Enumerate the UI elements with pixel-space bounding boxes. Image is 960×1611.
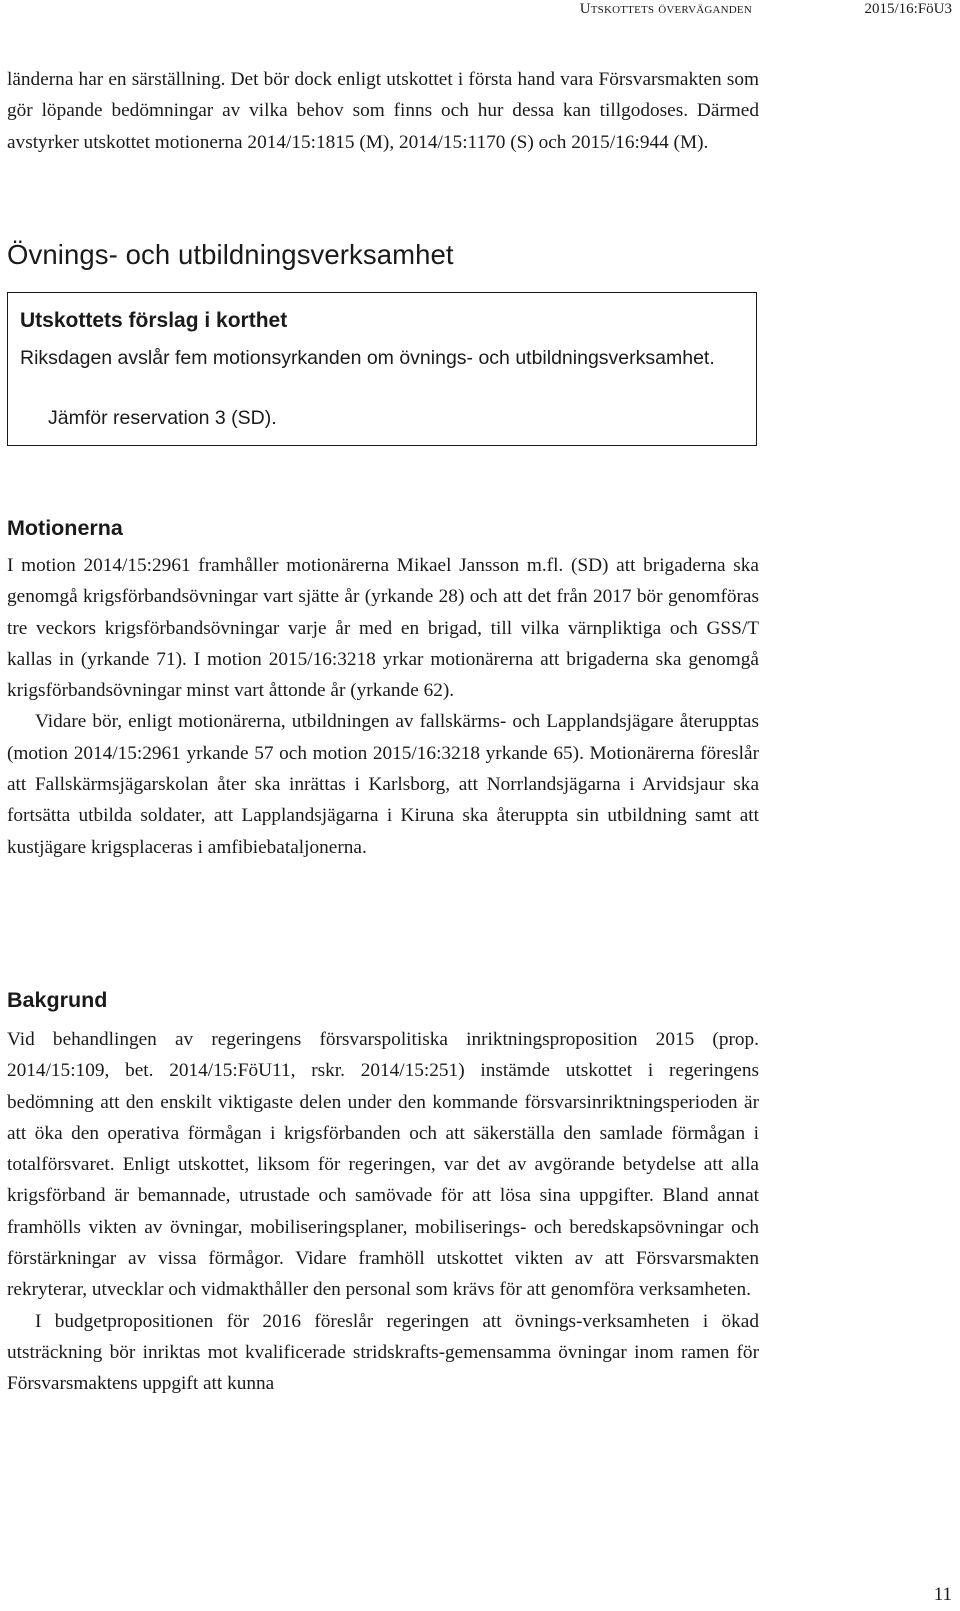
page-number: 11 — [933, 1584, 952, 1605]
bakgrund-paragraph: I budgetpropositionen för 2016 föreslår regeringen att övnings-verksamheten i ökad utsträckning bör inriktas mot kvalificerade stridskrafts-gemensamma övningar inom ramen för Försvarsmaktens uppgift att kunna — [7, 1310, 759, 1395]
bakgrund-body — [7, 1024, 759, 1400]
intro-paragraph: länderna har en särställning. Det bör dock enligt utskottet i första hand vara Försvarsmakten som gör löpande bedömningar av vilka behov som finns och hur dessa kan tillgodoses. Därmed avstyrker utskottet motionerna 2014/15:1815 (M), 2014/15:1170 (S) och 2015/16:944 (M). — [7, 69, 759, 153]
section-title: Övnings- och utbildningsverksamhet — [7, 239, 454, 270]
summary-text: Riksdagen avslår fem motionsyrkanden om övnings- och utbildningsverksamhet. — [20, 347, 715, 369]
motions-paragraph: Vidare bör, enligt motionärerna, utbildningen av fallskärms- och Lapplandsjägare återupptas (motion 2014/15:2961 yrkande 57 och motion 2015/16:3218 yrkande 65). Motionärerna föreslår att Fallskärmsjägarskolan åter ska inrättas i Karlsborg, att Norrlandsjägarna i Arvidsjaur ska fortsätta utbilda soldater, att Lapplandsjägarna i Kiruna ska återuppta sin utbildning samt att kustjägare krigsplaceras i amfibiebataljonerna. — [7, 711, 759, 858]
motions-heading: Motionerna — [7, 516, 123, 540]
intro-block — [7, 64, 759, 158]
bakgrund-heading: Bakgrund — [7, 988, 108, 1012]
running-header-section: Utskottets överväganden — [579, 1, 752, 17]
running-header-doc-id: 2015/16:FöU3 — [864, 1, 952, 17]
motions-paragraph: I motion 2014/15:2961 framhåller motionärerna Mikael Jansson m.fl. (SD) att brigaderna ska genomgå krigsförbandsövningar vart sjätte år (yrkande 28) och att det från 2017 bör genomföras tre veckors krigsförbandsövningar varje år med en brigad, till vilka värnpliktiga och GSS/T kallas in (yrkande 71). I motion 2015/16:3218 yrkar motionärerna att brigaderna ska genomgå krigsförbandsövningar minst vart åttonde år (yrkande 62). — [7, 555, 759, 702]
running-header — [0, 0, 960, 40]
summary-title: Utskottets förslag i korthet — [20, 309, 288, 332]
summary-reservation-note: Jämför reservation 3 (SD). — [48, 407, 277, 429]
motions-body — [7, 550, 759, 863]
summary-box — [7, 292, 757, 446]
bakgrund-paragraph: Vid behandlingen av regeringens försvarspolitiska inriktningsproposition 2015 (prop. 2014/15:109, bet. 2014/15:FöU11, rskr. 2014/15:251) instämde utskottet i regeringens bedömning att den enskilt viktigaste delen under den kommande försvarsinriktningsperioden är att öka den operativa förmågan i krigsförbanden och att säkerställa den samlade förmågan i totalförsvaret. Enligt utskottet, liksom för regeringen, var det av avgörande betydelse att alla krigsförband är bemannade, utrustade och samövade för att lösa sina uppgifter. Bland annat framhölls vikten av övningar, mobiliseringsplaner, mobiliserings- och beredskapsövningar och förstärkningar av vissa förmågor. Vidare framhöll utskottet vikten av att Försvarsmakten rekryterar, utvecklar och vidmakthåller den personal som krävs för att genomföra verksamheten. — [7, 1029, 759, 1301]
